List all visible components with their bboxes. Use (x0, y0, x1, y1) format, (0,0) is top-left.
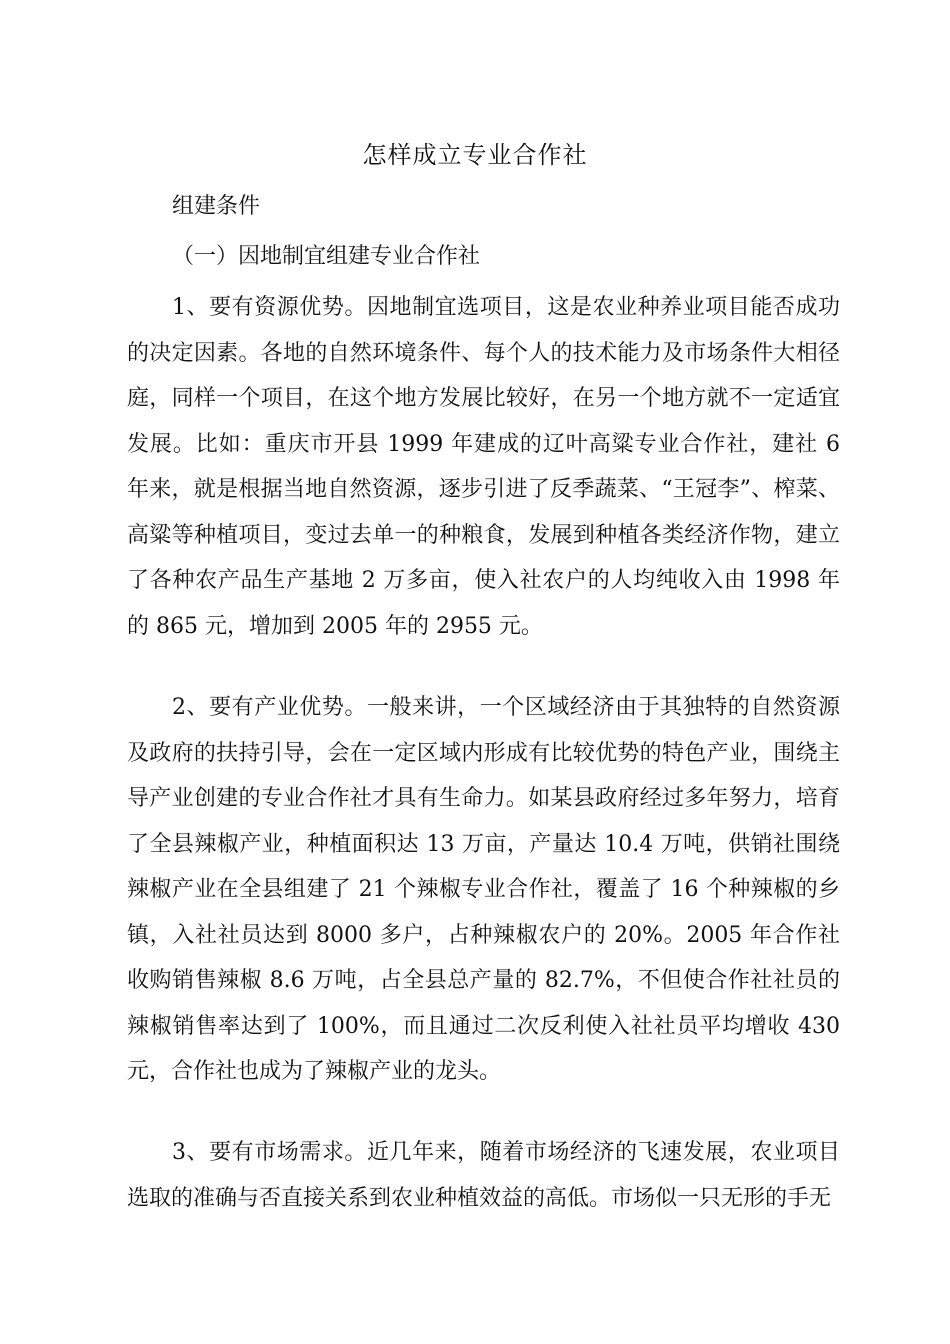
paragraph-market-demand: 3、要有市场需求。近几年来，随着市场经济的飞速发展，农业项目选取的准确与否直接关系到农业种植效益的高低。市场似一只无形的手无 (127, 1140, 840, 1211)
page-title: 怎样成立专业合作社 (362, 141, 588, 169)
paragraph-industry-advantage: 2、要有产业优势。一般来讲，一个区域经济由于其独特的自然资源及政府的扶持引导，会在一定区域内形成有比较优势的特色产业，围绕主导产业创建的专业合作社才具有生命力。如某县政府经过多年努力，培育了全县辣椒产业，种植面积达 13 万亩，产量达 10.4 万吨，供销社围绕辣椒产业在全县组建了 21 个辣椒专业合作社，覆盖了 16 个种辣椒的乡镇，入社社员达到 8000 多户，占种辣椒农户的 20%。2005 年合作社收购销售辣椒 8.6 万吨，占全县总产量的 82.7%，不但使合作社社员的辣椒销售率达到了 100%，而且通过二次反利使入社社员平均增收 430 元，合作社也成为了辣椒产业的龙头。 (127, 695, 841, 1084)
paragraph-resource-advantage: 1、要有资源优势。因地制宜选项目，这是农业种养业项目能否成功的决定因素。各地的自然环境条件、每个人的技术能力及市场条件大相径庭，同样一个项目，在这个地方发展比较好，在另一个地方就不一定适宜发展。比如：重庆市开县 1999 年建成的辽叶高粱专业合作社，建社 6 年来，就是根据当地自然资源，逐步引进了反季蔬菜、“王冠李”、榨菜、高粱等种植项目，变过去单一的种粮食，发展到种植各类经济作物，建立了各种农产品生产基地 2 万多亩，使入社农户的人均纯收入由 1998 年的 865 元，增加到 2005 年的 2955 元。 (127, 295, 840, 639)
subsection-heading: （一）因地制宜组建专业合作社 (172, 244, 481, 269)
section-heading: 组建条件 (172, 194, 261, 219)
